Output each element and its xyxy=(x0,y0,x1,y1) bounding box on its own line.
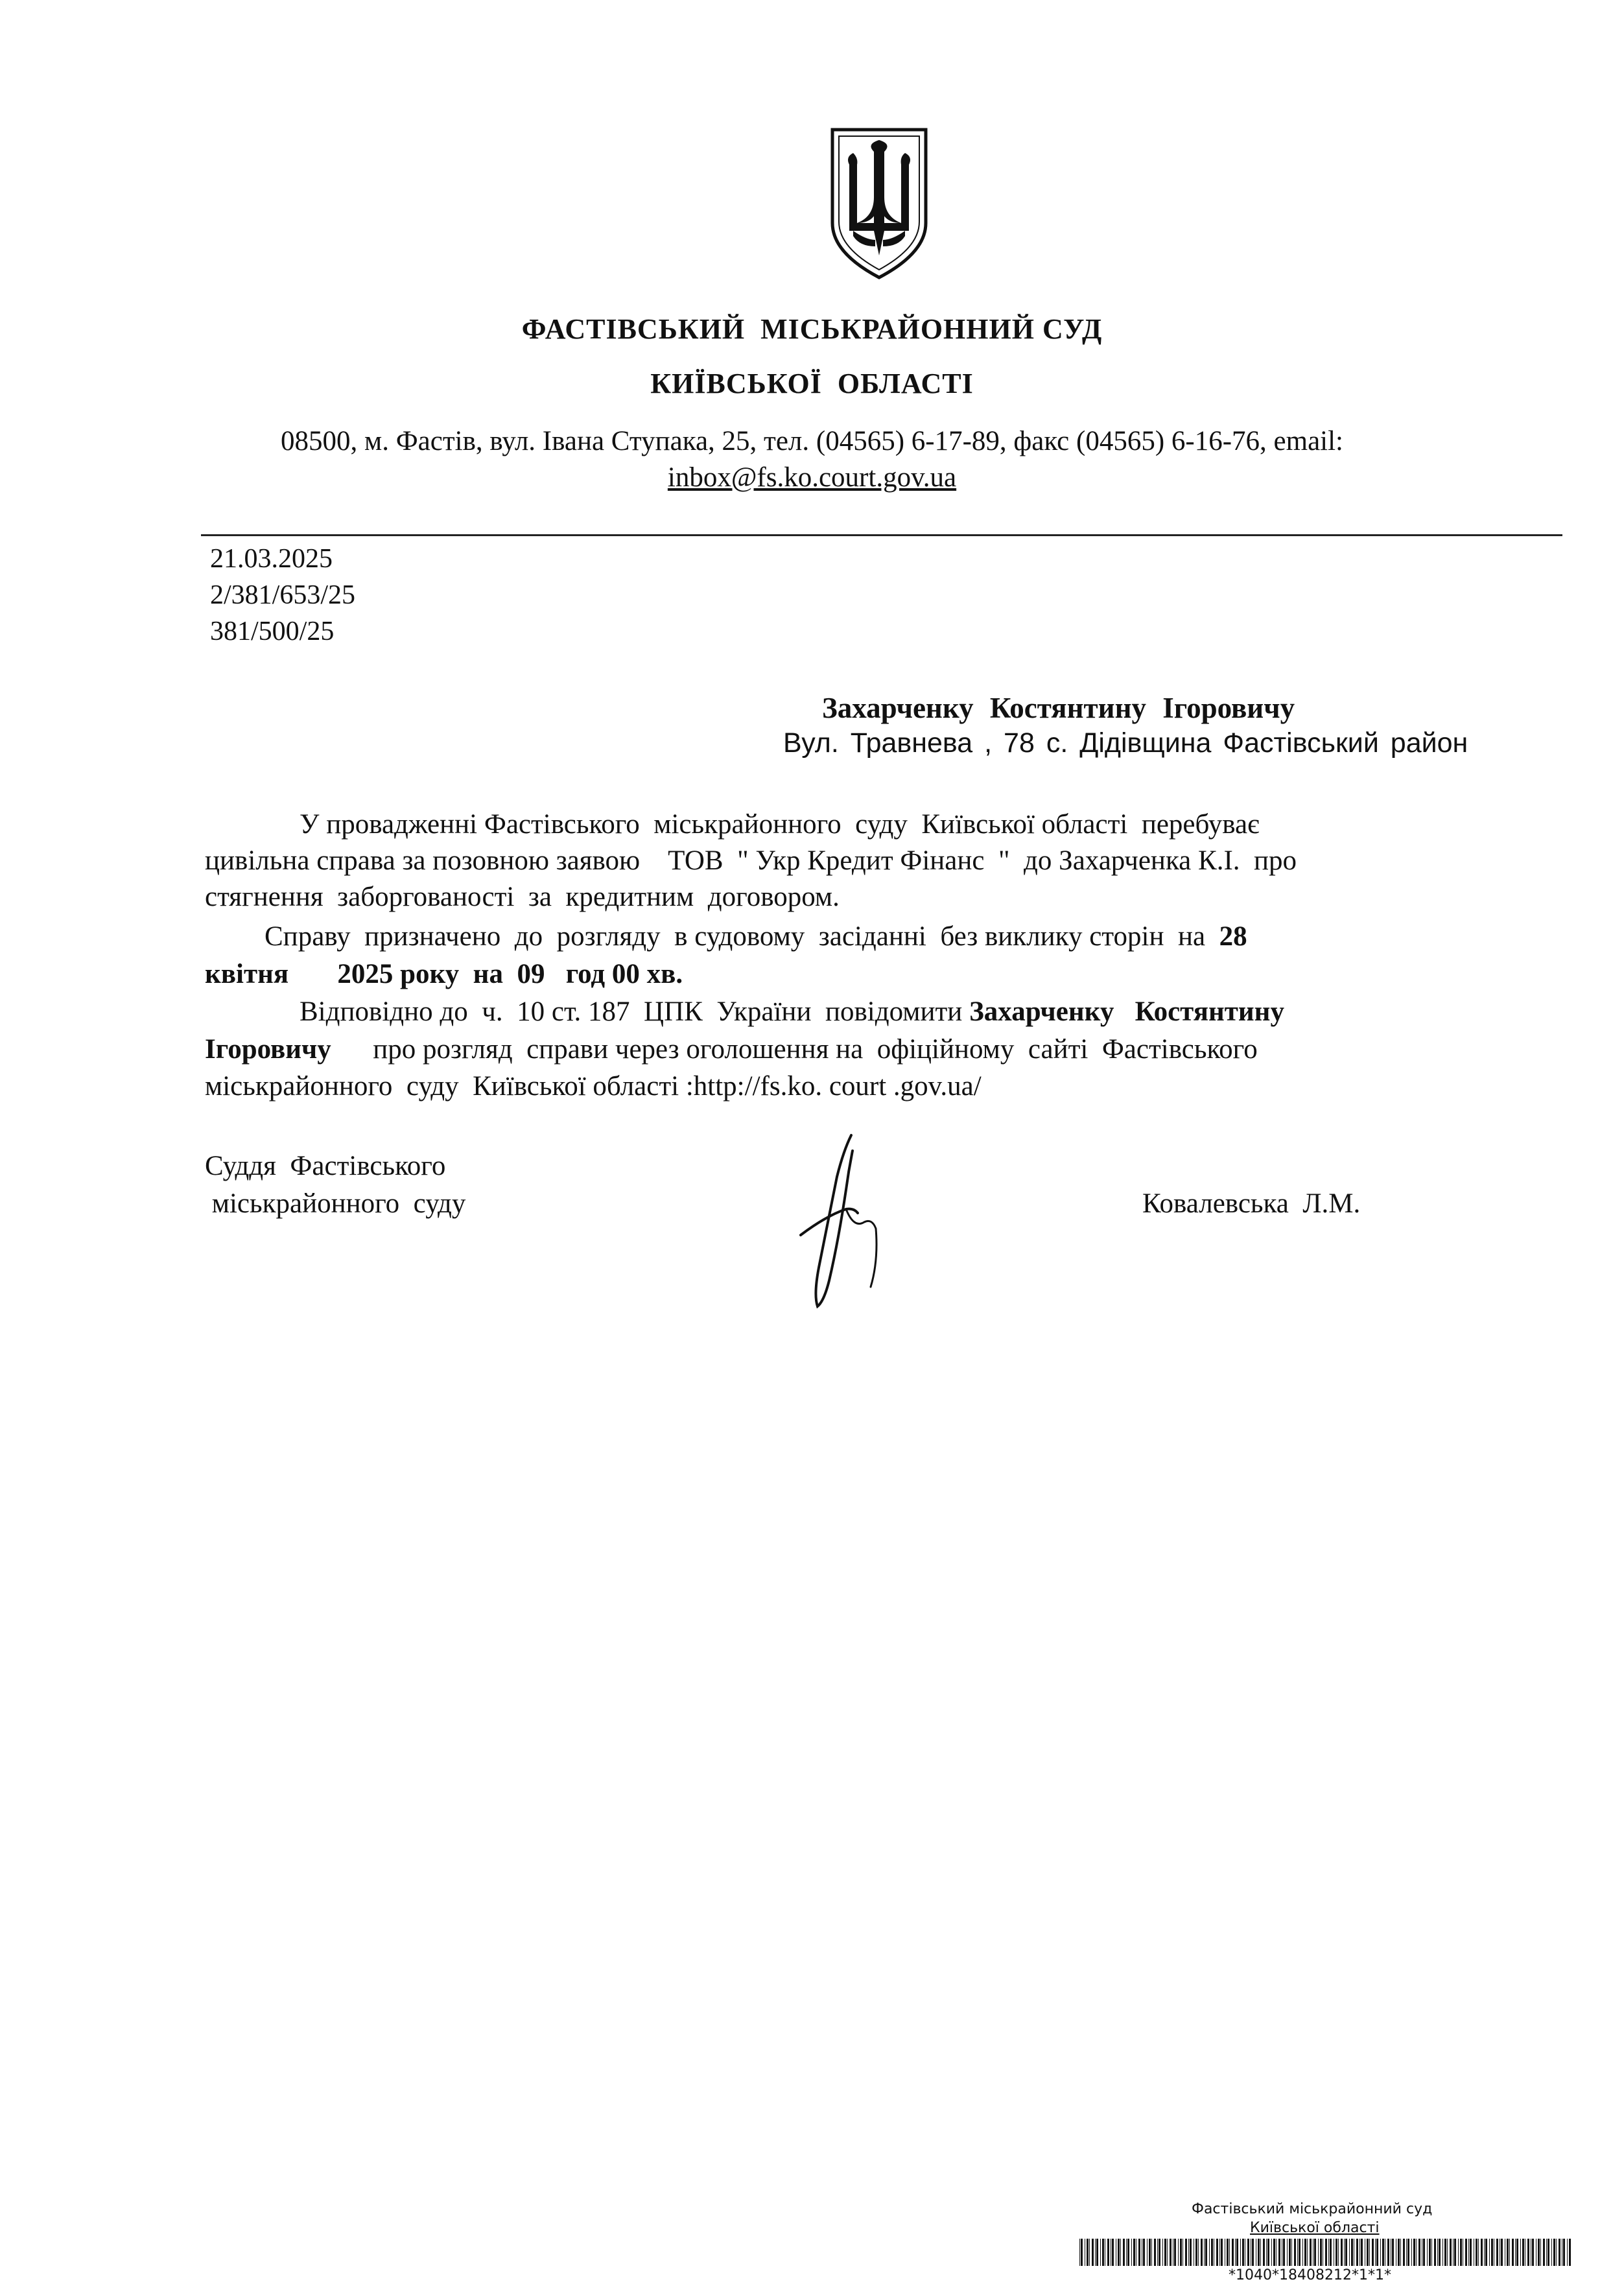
court-email-row xyxy=(0,462,1624,493)
barcode-text: *1040*18408212*1*1* xyxy=(1229,2267,1391,2283)
body-paragraph-1-line-3: стягнення заборгованості за кредитним договором. xyxy=(205,882,840,912)
barcode-icon xyxy=(1079,2239,1572,2266)
judge-title-line2: міськрайонного суду xyxy=(205,1188,466,1219)
coat-of-arms-icon xyxy=(827,126,931,281)
notice-recipient-patronymic: Ігоровичу xyxy=(205,1034,331,1065)
body-paragraph-1-line-2: цивільна справа за позовною заявою ТОВ " Укр Кредит Фінанс " до Захарченка К.І. про xyxy=(205,845,1297,876)
notice-text: Відповідно до ч. 10 ст. 187 ЦПК України повідомити xyxy=(300,996,970,1027)
body-paragraph-3-line-1 xyxy=(300,996,1284,1028)
body-paragraph-2-line-1 xyxy=(265,921,1247,952)
stamp-court-name: Фастівський міськрайонний суд xyxy=(1192,2201,1433,2217)
notice-text-2: про розгляд справи через оголошення на офіційному сайті Фастівського xyxy=(331,1034,1258,1065)
body-paragraph-1-line-1: У провадженні Фастівського міськрайонного суду Київської області перебуває xyxy=(300,809,1260,840)
handwritten-signature xyxy=(781,1131,885,1313)
court-address: 08500, м. Фастів, вул. Івана Ступака, 25, тел. (04565) 6-17-89, факс (04565) 6-16-76, email: xyxy=(281,426,1343,456)
outgoing-number: 2/381/653/25 xyxy=(210,580,356,610)
recipient-name: Захарченку Костянтину Ігоровичу xyxy=(822,692,1295,724)
hearing-intro: Справу призначено до розгляду в судовому засіданні без виклику сторін на xyxy=(265,921,1219,952)
document-date: 21.03.2025 xyxy=(210,544,333,574)
hearing-day: 28 xyxy=(1219,921,1247,952)
header-divider xyxy=(201,534,1562,536)
hearing-date-time: квітня 2025 року на 09 год 00 хв. xyxy=(205,959,683,989)
body-paragraph-3-line-3: міськрайонного суду Київської області :http://fs.ko. court .gov.ua/ xyxy=(205,1071,982,1102)
judge-name: Ковалевська Л.М. xyxy=(1142,1188,1361,1219)
recipient-address: Вул. Травнева , 78 с. Дідівщина Фастівський район xyxy=(783,727,1468,759)
judge-title-line1: Суддя Фастівського xyxy=(205,1151,446,1181)
court-name-line1: ФАСТІВСЬКИЙ МІСЬКРАЙОННИЙ СУД xyxy=(521,313,1103,345)
body-paragraph-3-line-2 xyxy=(205,1033,1258,1065)
notice-recipient-name: Захарченку Костянтину xyxy=(969,996,1284,1027)
stamp-region: Київської області xyxy=(1250,2220,1380,2236)
court-name-line2: КИЇВСЬКОЇ ОБЛАСТІ xyxy=(650,368,974,399)
case-number: 381/500/25 xyxy=(210,617,335,646)
court-email-link[interactable]: inbox@fs.ko.court.gov.ua xyxy=(667,462,957,493)
